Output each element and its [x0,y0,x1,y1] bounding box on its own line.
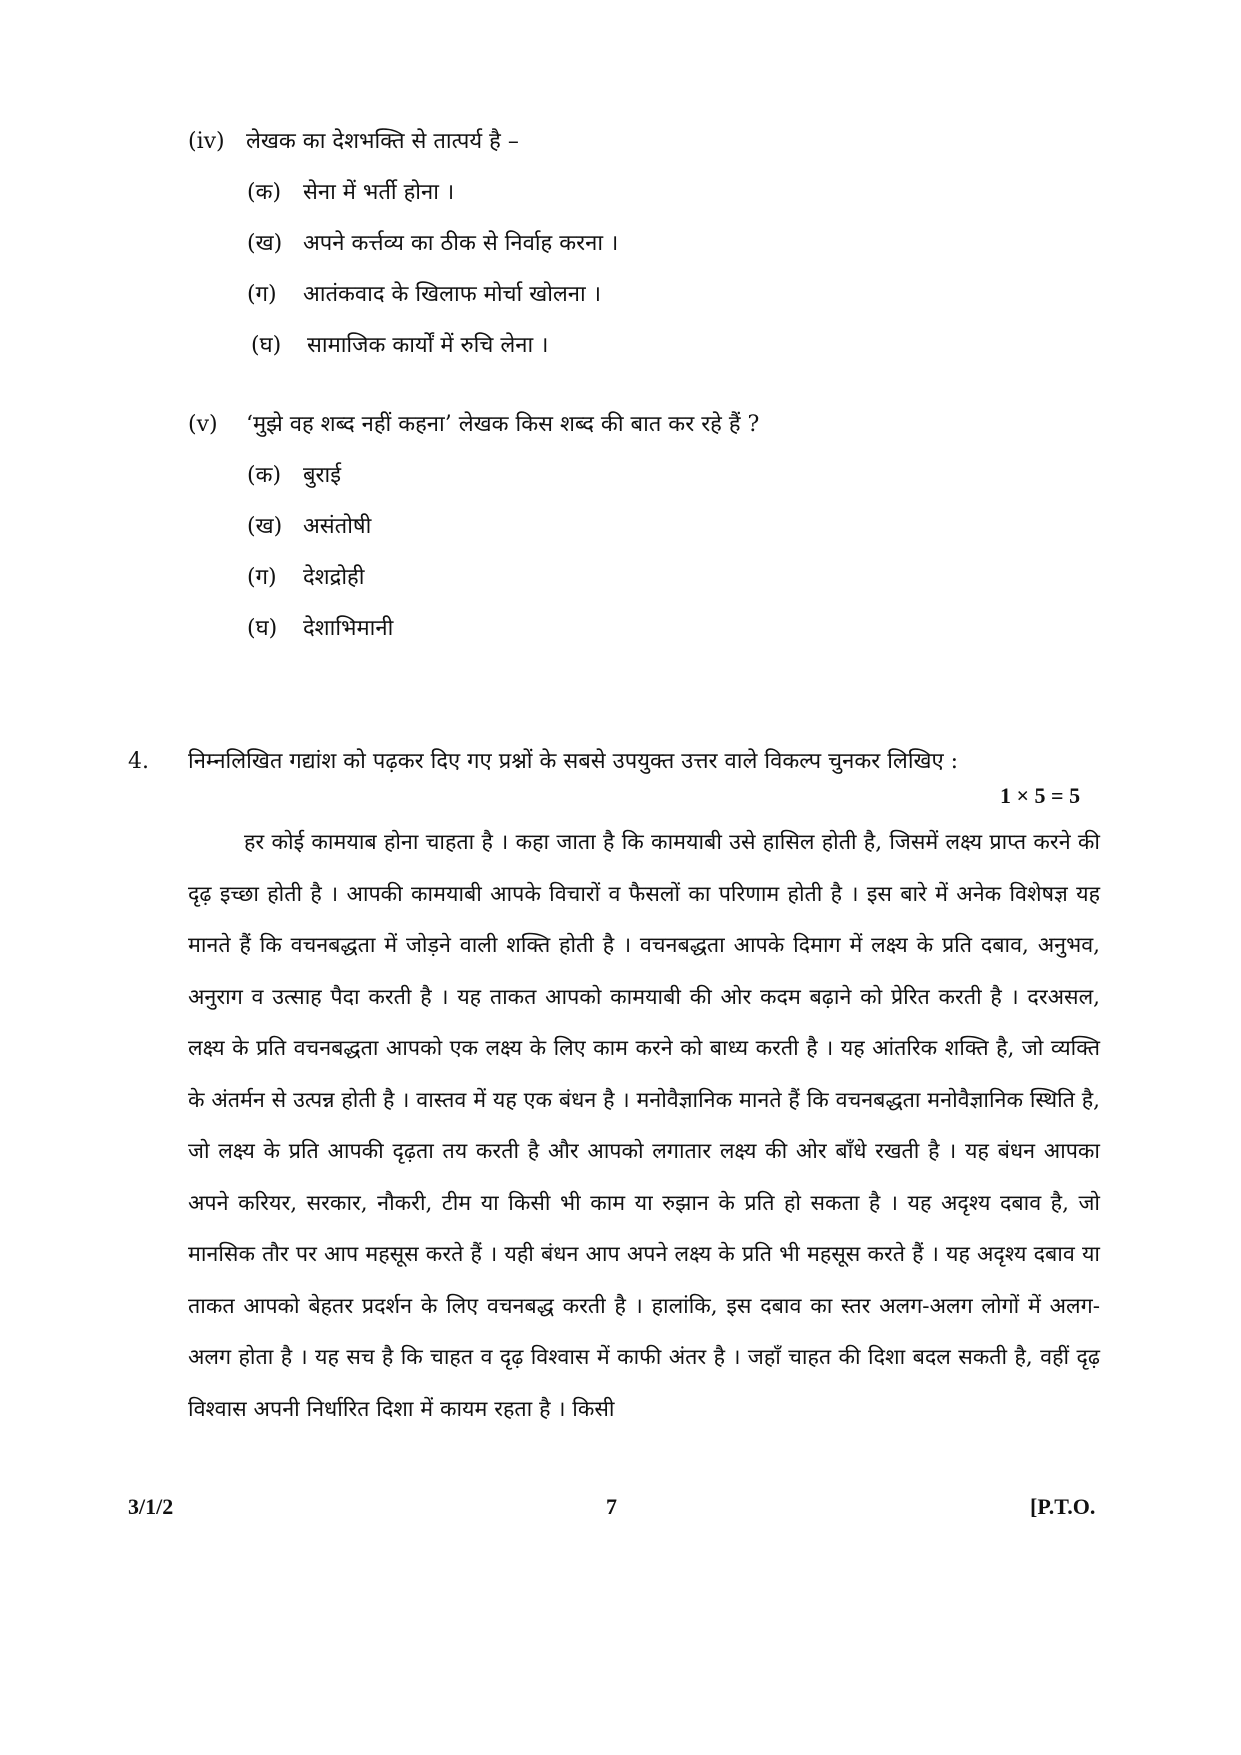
option-label: (ग) [247,565,277,590]
option-gha [251,331,549,361]
question-text: लेखक का देशभक्ति से तात्पर्य है – [246,129,519,154]
option-text: सेना में भर्ती होना । [303,180,455,205]
option-ga [247,280,601,310]
question-iv [188,127,519,157]
option-kha [247,229,618,259]
question-text: ‘मुझे वह शब्द नहीं कहना’ लेखक किस शब्द की बात कर रहे हैं ? [246,412,760,437]
option-text: अपने कर्त्तव्य का ठीक से निर्वाह करना । [303,231,619,256]
question-number: 4. [128,749,149,774]
pto-label: [P.T.O. [1030,1494,1096,1519]
question-number: (iv) [188,129,225,154]
question-number: (v) [188,412,218,437]
question-instruction: निम्नलिखित गद्यांश को पढ़कर दिए गए प्रश्नों के सबसे उपयुक्त उत्तर वाले विकल्प चुनकर लिखिए : [188,749,959,774]
option-gha [247,614,393,644]
option-text: देशाभिमानी [303,616,394,641]
option-text: देशद्रोही [303,565,365,590]
paper-code: 3/1/2 [128,1494,174,1519]
marks-label: 1 × 5 = 5 [1000,783,1081,808]
option-ka [247,178,454,208]
option-label: (ग) [247,282,277,307]
option-text: असंतोषी [303,514,372,539]
option-kha [247,512,371,542]
option-ga [247,563,364,593]
option-ka [247,461,341,491]
passage-text: हर कोई कामयाब होना चाहता है । कहा जाता है कि कामयाबी उसे हासिल होती है, जिसमें लक्ष्य प्राप्त करने की दृढ़ इच्छा होती है । आपकी कामयाबी आपके विचारों व फैसलों का परिणाम होती है । इस बारे में अनेक विशेषज्ञ यह मानते हैं कि वचनबद्धता में जोड़ने वाली शक्ति होती है । वचनबद्धता आपके दिमाग में लक्ष्य के प्रति दबाव, अनुभव, अनुराग व उत्साह पैदा करती है । यह ताकत आपको कामयाबी की ओर कदम बढ़ाने को प्रेरित करती है । दरअसल, लक्ष्य के प्रति वचनबद्धता आपको एक लक्ष्य के लिए काम करने को बाध्य करती है । यह आंतरिक शक्ति है, जो व्यक्ति के अंतर्मन से उत्पन्न होती है । वास्तव में यह एक बंधन है । मनोवैज्ञानिक मानते हैं कि वचनबद्धता मनोवैज्ञानिक स्थिति है, जो लक्ष्य के प्रति आपकी दृढ़ता तय करती है और आपको लगातार लक्ष्य की ओर बाँधे रखती है । यह बंधन आपका अपने करियर, सरकार, नौकरी, टीम या किसी भी काम या रुझान के प्रति हो सकता है । यह अदृश्य दबाव है, जो मानसिक तौर पर आप महसूस करते हैं । यही बंधन आप अपने लक्ष्य के प्रति भी महसूस करते हैं । यह अदृश्य दबाव या ताकत आपको बेहतर प्रदर्शन के लिए वचनबद्ध करती है । हालांकि, इस दबाव का स्तर अलग-अलग लोगों में अलग-अलग होता है । यह सच है कि चाहत व दृढ़ विश्वास में काफी अंतर है । जहाँ चाहत की दिशा बदल सकती है, वहीं दृढ़ विश्वास अपनी निर्धारित दिशा में कायम रहता है । किसी [188,830,1100,1422]
option-label: (क) [247,463,282,488]
option-label: (घ) [247,616,278,641]
option-text: आतंकवाद के खिलाफ मोर्चा खोलना । [303,282,602,307]
option-text: सामाजिक कार्यों में रुचि लेना । [307,333,549,358]
option-label: (घ) [251,333,282,358]
question-v [188,410,759,440]
option-label: (ख) [247,231,283,256]
page-number: 7 [606,1494,617,1519]
option-label: (क) [247,180,282,205]
option-text: बुराई [303,463,342,488]
option-label: (ख) [247,514,283,539]
